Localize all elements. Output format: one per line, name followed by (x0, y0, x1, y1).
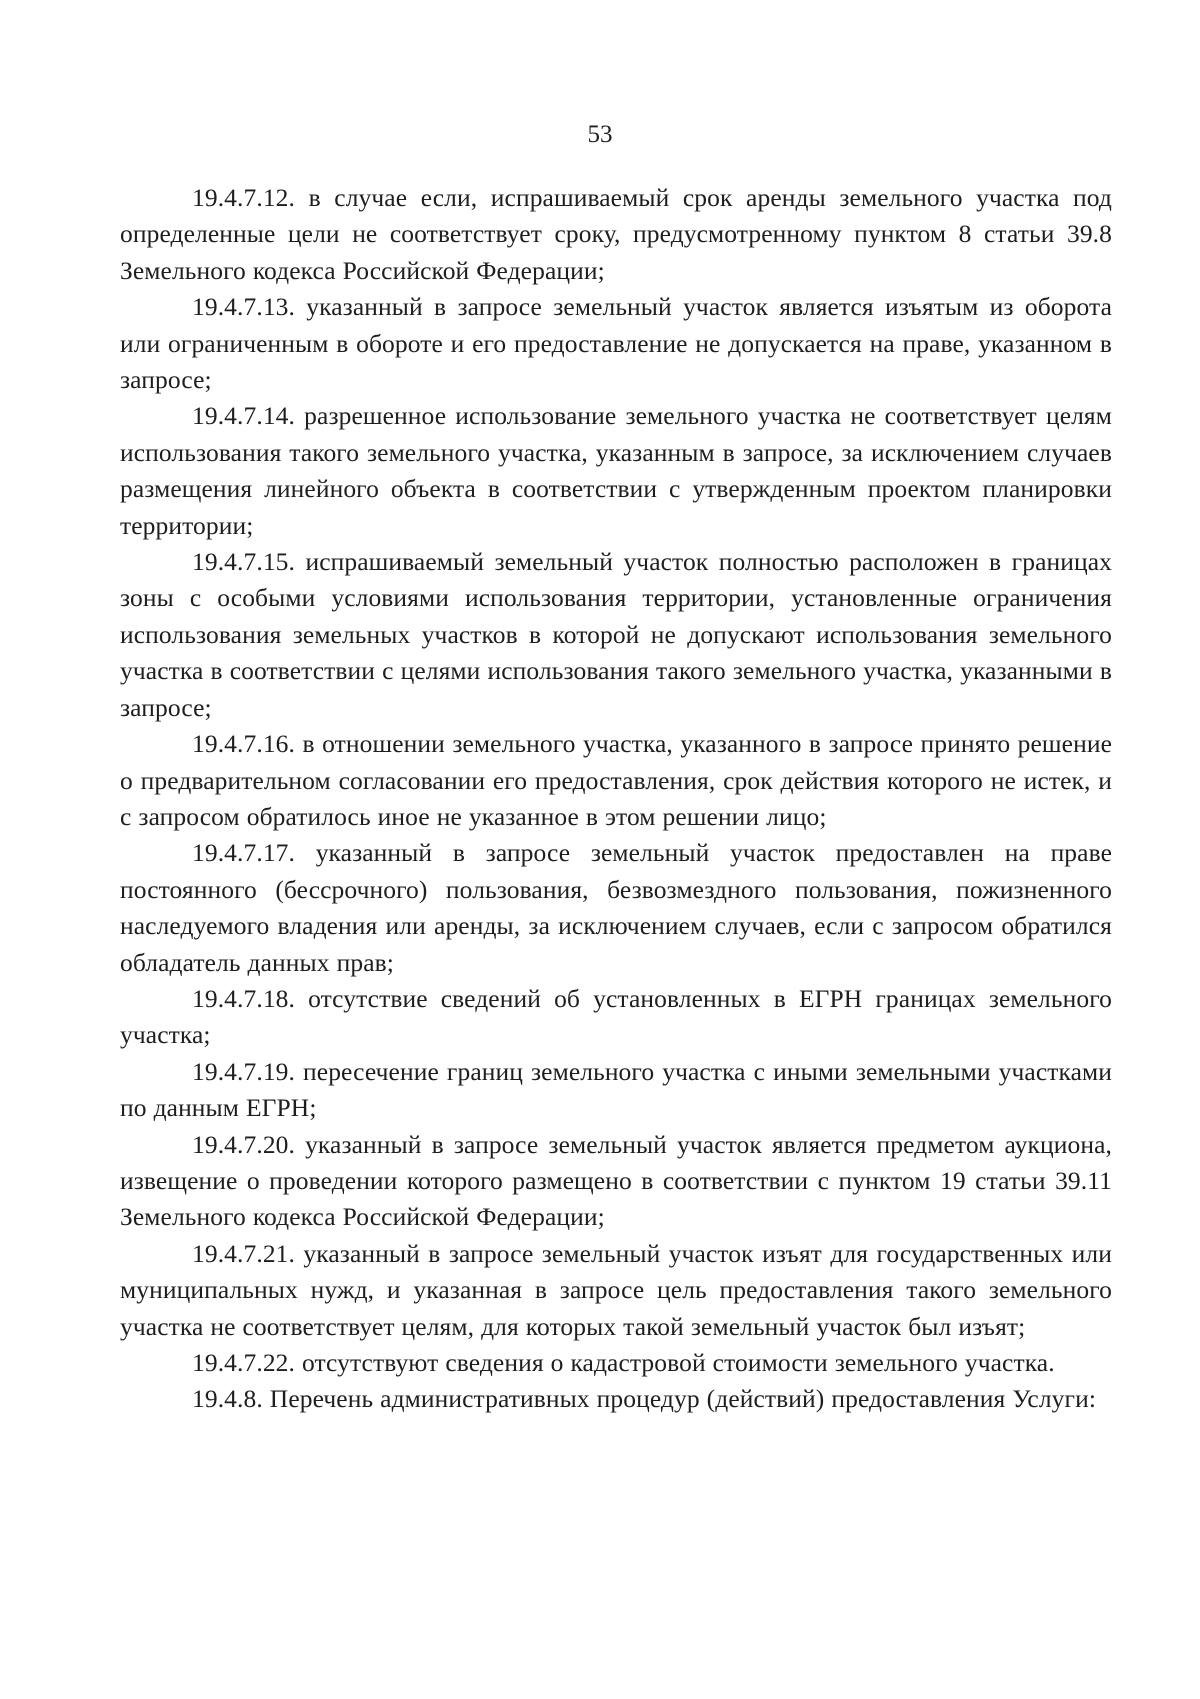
paragraph-19-4-7-19: 19.4.7.19. пересечение границ земельного участка с иными земельными участками по данным ЕГРН; (120, 1056, 1112, 1123)
paragraph-19-4-7-15: 19.4.7.15. испрашиваемый земельный участок полностью расположен в границах зоны с особыми условиями использования территории, установленные ограничения использования земельных участков в которой не допускают использования земельного участка в соответствии с целями использования такого земельного участка, указанными в запросе; (120, 547, 1112, 722)
document-body (120, 180, 1112, 1418)
paragraph-19-4-7-21: 19.4.7.21. указанный в запросе земельный участок изъят для государственных или муниципальных нужд, и указанная в запросе цель предоставления такого земельного участка не соответствует целям, для которых такой земельный участок был изъят; (120, 1238, 1112, 1341)
paragraph-19-4-7-20: 19.4.7.20. указанный в запросе земельный участок является предметом аукциона, извещение о проведении которого размещено в соответствии с пунктом 19 статьи 39.11 Земельного кодекса Российской Федерации; (120, 1129, 1112, 1232)
paragraph-19-4-7-17: 19.4.7.17. указанный в запросе земельный участок предоставлен на праве постоянного (бессрочного) пользования, безвозмездного пользования, пожизненного наследуемого владения или аренды, за исключением случаев, если с запросом обратился обладатель данных прав; (120, 838, 1112, 977)
paragraph-19-4-7-13: 19.4.7.13. указанный в запросе земельный участок является изъятым из оборота или ограниченным в обороте и его предоставление не допускается на праве, указанном в запросе; (120, 292, 1112, 395)
paragraph-19-4-7-12: 19.4.7.12. в случае если, испрашиваемый срок аренды земельного участка под определенные цели не соответствует сроку, предусмотренному пунктом 8 статьи 39.8 Земельного кодекса Российской Федерации; (120, 183, 1112, 285)
paragraph-19-4-7-14: 19.4.7.14. разрешенное использование земельного участка не соответствует целям использования такого земельного участка, указанным в запросе, за исключением случаев размещения линейного объекта в соответствии с утвержденным проектом планировки территории; (120, 401, 1112, 540)
paragraph-19-4-7-22: 19.4.7.22. отсутствуют сведения о кадастровой стоимости земельного участка. (192, 1348, 1055, 1377)
paragraph-19-4-7-16: 19.4.7.16. в отношении земельного участка, указанного в запросе принято решение о предварительном согласовании его предоставления, срок действия которого не истек, и с запросом обратилось иное не указанное в этом решении лицо; (120, 729, 1112, 831)
paragraph-19-4-7-18: 19.4.7.18. отсутствие сведений об установленных в ЕГРН границах земельного участка; (120, 983, 1112, 1050)
paragraph-19-4-8: 19.4.8. Перечень административных процедур (действий) предоставления Услуги: (192, 1384, 1097, 1414)
page-number: 53 (587, 121, 613, 148)
